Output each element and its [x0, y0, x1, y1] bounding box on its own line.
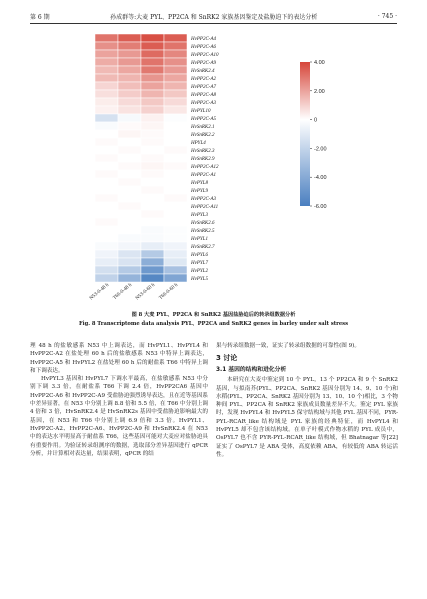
column-label: N53-0-60 h	[135, 282, 157, 302]
row-label: HvPYL6	[191, 252, 208, 258]
row-label: HvPYL2	[191, 268, 208, 274]
heatmap-cell	[164, 162, 187, 170]
heatmap-cell	[164, 146, 187, 154]
row-label: HvPYL5	[191, 276, 208, 282]
heatmap-cell	[118, 170, 141, 178]
heatmap-cell	[164, 114, 187, 122]
heatmap-cell	[95, 178, 118, 186]
heatmap-cell	[118, 34, 141, 42]
heatmap-cell	[164, 178, 187, 186]
heatmap-cell	[164, 194, 187, 202]
heatmap-cell	[141, 218, 164, 226]
row-label: HvPP2C-A2	[191, 76, 216, 82]
heatmap-cell	[141, 74, 164, 82]
row-label: HvSnRK2.6	[191, 220, 215, 226]
heatmap-cell	[95, 218, 118, 226]
row-label: HvPP2C-A3	[191, 100, 216, 106]
heatmap-cell	[118, 42, 141, 50]
heatmap-cell	[164, 66, 187, 74]
header-title: 孙成群等:大麦 PYL、PP2CA 和 SnRK2 家族基因鉴定及盐胁迫下的表达分析	[110, 14, 318, 21]
heatmap-cell	[95, 274, 118, 282]
row-label: HvPP2C-A6	[191, 44, 216, 50]
row-label: HvPYL3	[191, 212, 208, 218]
heatmap-cell	[95, 122, 118, 130]
body-paragraph: 本研究在大麦中鉴定到 10 个 PYL，13 个 PP2CA 和 9 个 SnRK2 基因，与拟南芥(PYL、PP2CA、SnRK2 基因分别为 14、9、10 个)和水稻(PYL、PP2CA、SnRK2 基因分别为 13、10、10 个)相比，3 个物种间 PYL、PP2CA 和 SnRK2 家族成员数量差异不大。鉴定 PYL 家族时，发现 HvPYL4 和 HvPYL5 保守结构域与其他 PYL 基因不同，PYR-PYL-RCAR_like 结构域是 PYL 家族的经典特征，而 HvPYL4 和 HvPYL5 却不包含该结构域。在单子叶模式作物水稻的 PYL 成员中，OsPYL7 也不含 PYR-PYL-RCAR_like 结构域，但 Bhatnagar 等[22] 证实了 OsPYL7 是 ABA 受体，高度依赖 ABA，有较低的 ABA 转运活性。	[216, 377, 398, 458]
heatmap-cell	[95, 146, 118, 154]
row-label: HvSnRK2.3	[191, 148, 215, 154]
heatmap-cell	[95, 210, 118, 218]
heatmap-cell	[95, 234, 118, 242]
heatmap-cell	[95, 42, 118, 50]
heatmap-cell	[141, 146, 164, 154]
heatmap-cell	[118, 202, 141, 210]
heatmap-figure	[0, 26, 427, 326]
heatmap-cell	[141, 122, 164, 130]
heatmap-cell	[164, 218, 187, 226]
heatmap-cell	[141, 154, 164, 162]
heatmap-cell	[164, 242, 187, 250]
heatmap-cell	[118, 146, 141, 154]
heatmap-cell	[95, 90, 118, 98]
section-heading: 3 讨论	[216, 354, 238, 363]
row-label: HvSnRK2.4	[191, 68, 215, 74]
heatmap-cell	[95, 138, 118, 146]
heatmap-cell	[141, 42, 164, 50]
heatmap-cell	[118, 130, 141, 138]
heatmap-cell	[118, 162, 141, 170]
heatmap-cell	[95, 226, 118, 234]
heatmap-cell	[118, 194, 141, 202]
heatmap-cell	[164, 122, 187, 130]
row-label: HvPP2C-A10	[191, 52, 219, 58]
heatmap-cell	[164, 98, 187, 106]
heatmap-cell	[141, 106, 164, 114]
heatmap-cell	[141, 130, 164, 138]
scale-tick-label: 4.00	[314, 60, 325, 66]
heatmap-cell	[95, 186, 118, 194]
color-scale-bar	[300, 62, 310, 206]
heatmap-cell	[95, 130, 118, 138]
heatmap-cell	[164, 226, 187, 234]
heatmap-cell	[141, 138, 164, 146]
heatmap-cell	[95, 170, 118, 178]
row-label: HvPYL1	[191, 236, 208, 242]
heatmap-cell	[95, 242, 118, 250]
heatmap-cell	[164, 258, 187, 266]
row-label: HvPP2C-A3	[191, 196, 216, 202]
heatmap-cell	[118, 114, 141, 122]
heatmap-cell	[164, 266, 187, 274]
heatmap-cell	[164, 186, 187, 194]
heatmap-cell	[118, 186, 141, 194]
row-label: HvPP2C-A8	[191, 92, 216, 98]
running-header	[30, 10, 397, 23]
heatmap-cell	[118, 58, 141, 66]
heatmap-cell	[118, 226, 141, 234]
heatmap-cell	[164, 250, 187, 258]
body-paragraph: 果与转录组数据一致，证实了转录组数据的可靠性(图 9)。	[216, 343, 360, 349]
heatmap-cell	[95, 202, 118, 210]
row-label: HvPP2C-A4	[191, 36, 216, 42]
heatmap-cell	[141, 50, 164, 58]
heatmap-cell	[141, 226, 164, 234]
heatmap-cell	[118, 82, 141, 90]
row-label: HvSnRK2.7	[191, 244, 215, 250]
heatmap-cell	[141, 82, 164, 90]
scale-tick-label: 0	[314, 117, 318, 124]
heatmap-cell	[95, 98, 118, 106]
heatmap-cell	[118, 106, 141, 114]
heatmap-cell	[118, 250, 141, 258]
heatmap-cell	[164, 130, 187, 138]
heatmap-cell	[164, 34, 187, 42]
heatmap-cell	[118, 234, 141, 242]
row-label: HvPP2C-A1	[191, 172, 216, 178]
heatmap-cell	[141, 34, 164, 42]
heatmap-cell	[141, 210, 164, 218]
heatmap-cell	[164, 90, 187, 98]
heatmap-cell	[95, 82, 118, 90]
heatmap-cell	[141, 250, 164, 258]
heatmap-cell	[118, 154, 141, 162]
heatmap-cell	[141, 242, 164, 250]
heatmap-cell	[118, 274, 141, 282]
row-label: HvPP2C-A11	[191, 204, 219, 210]
heatmap-cell	[141, 114, 164, 122]
heatmap-cell	[118, 178, 141, 186]
heatmap-cell	[95, 50, 118, 58]
heatmap-cell	[95, 258, 118, 266]
column-label: T66-0-48 h	[112, 282, 134, 302]
row-label: HvPP2C-A9	[191, 60, 216, 66]
heatmap-cell	[95, 194, 118, 202]
body-paragraph: HvPYL3 基因和 HvPYL7 下调水平最高，在盐敏感系 N53 中分别下调 3.3 倍，在耐盐系 T66 下调 2.4 倍，HvPP2CA6 基因中 HvPP2C-A6 和 HvPP2C-A9 受盐胁迫强烈诱导表达，且在近等基因系中差异显著，在 N53 中分别上调 8.8 倍和 5.5 倍，在 T66 中分别上调 4 倍和 3 倍，HvSnRK2.4 是 HvSnRK2s 基因中受盐胁迫影响最大的基因，在 N53 和 T66 中分别上调 6.9 倍和 3.3 倍。HvPYL1、HvPP2C-A2、HvPP2C-A6、HvPP2C-A9 和 HvSnRK2.4 在 N53 中的表达水平明显高于耐盐系 T66，这些基因可能对大麦应对盐胁迫具有重要作用。为验证转录组测序的数据，选取部分差异基因进行 qPCR 分析，并计算相对表达量，结果表明，qPCR 的结	[30, 376, 208, 457]
row-label: HvSnRK2.5	[191, 228, 215, 234]
row-label: HvSnRK2.9	[191, 156, 215, 162]
heatmap-cell	[141, 274, 164, 282]
heatmap-cell	[118, 50, 141, 58]
heatmap-cell	[164, 234, 187, 242]
row-label: HvSnRK2.2	[191, 132, 215, 138]
heatmap-cell	[118, 98, 141, 106]
heatmap-cell	[141, 58, 164, 66]
heatmap-cell	[164, 58, 187, 66]
heatmap-cell	[95, 58, 118, 66]
column-label: N53-0-48 h	[89, 282, 111, 302]
heatmap-cell	[95, 74, 118, 82]
row-label: HPYL4	[191, 140, 206, 146]
figure-caption-cn: 图 8 大麦 PYL、PP2CA 和 SnRK2 基因盐胁迫后的转录组数据分析	[131, 312, 296, 318]
row-label: HvPP2C-A12	[191, 164, 219, 170]
heatmap-cell	[164, 50, 187, 58]
heatmap-cell	[141, 90, 164, 98]
heatmap-cell	[118, 242, 141, 250]
row-label: HvPYL7	[191, 260, 208, 266]
column-label: T66-0-60 h	[158, 282, 180, 302]
heatmap-cell	[141, 186, 164, 194]
heatmap-cell	[118, 266, 141, 274]
heatmap-cell	[95, 114, 118, 122]
heatmap-cell	[164, 210, 187, 218]
heatmap-cell	[141, 170, 164, 178]
heatmap-cell	[141, 98, 164, 106]
heatmap-cell	[141, 266, 164, 274]
header-issue: 第 6 期	[30, 14, 50, 21]
heatmap-cell	[118, 138, 141, 146]
scale-tick-label: 2.00	[314, 88, 325, 95]
right-column	[216, 342, 398, 459]
heatmap-cell	[118, 258, 141, 266]
heatmap-cell	[95, 66, 118, 74]
heatmap-cell	[118, 218, 141, 226]
heatmap-cell	[141, 194, 164, 202]
heatmap-cell	[164, 82, 187, 90]
heatmap-cell	[95, 106, 118, 114]
heatmap-cell	[141, 258, 164, 266]
heatmap-cell	[118, 122, 141, 130]
heatmap-cell	[141, 178, 164, 186]
heatmap-cell	[164, 138, 187, 146]
figure-caption-en: Fig. 8 Transcriptome data analysis PYL、PP2CA and SnRK2 genes in barley under salt stress	[78, 321, 349, 327]
body-paragraph: 理 48 h 的盐敏感系 N53 中上调表达，而 HvPYL1、HvPYL4 和 HvPP2C-A2 在盐处理 60 h 后的盐敏感系 N53 中特异上调表达，HvPP2C-A5 和 HvPYL2 在盐处理 60 h 后的耐盐系 T66 中特异上调和下调表达。	[30, 343, 208, 374]
heatmap-cell	[164, 274, 187, 282]
heatmap-cell	[164, 202, 187, 210]
scale-tick-label: -2.00	[314, 146, 327, 153]
heatmap-cell	[141, 162, 164, 170]
heatmap-cell	[95, 266, 118, 274]
heatmap-cell	[95, 154, 118, 162]
scale-tick-label: -6.00	[314, 204, 327, 210]
row-label: HvPYL8	[191, 180, 208, 186]
heatmap-cell	[118, 66, 141, 74]
row-label: HvPYL9	[191, 188, 208, 194]
scale-tick-label: -4.00	[314, 175, 327, 182]
header-page-number: · 745 ·	[377, 13, 397, 20]
heatmap-cell	[164, 42, 187, 50]
row-label: HvPP2C-A5	[191, 116, 216, 122]
heatmap-cell	[95, 162, 118, 170]
row-label: HvPP2C-A7	[191, 84, 216, 90]
heatmap-cell	[95, 34, 118, 42]
heatmap-cell	[164, 170, 187, 178]
heatmap-cell	[118, 90, 141, 98]
heatmap-cell	[164, 74, 187, 82]
heatmap-cell	[141, 234, 164, 242]
heatmap-cell	[164, 154, 187, 162]
heatmap-cell	[141, 202, 164, 210]
heatmap-cell	[118, 74, 141, 82]
heatmap-cell	[118, 210, 141, 218]
heatmap-cell	[141, 66, 164, 74]
heatmap-cell	[95, 250, 118, 258]
heatmap-cell	[164, 106, 187, 114]
row-label: HvSnRK2.1	[191, 124, 215, 130]
row-label: HvPYL10	[191, 108, 211, 114]
subsection-heading: 3.1 基因的结构和进化分析	[216, 367, 287, 374]
header-rule	[30, 23, 397, 24]
left-column	[30, 342, 208, 458]
